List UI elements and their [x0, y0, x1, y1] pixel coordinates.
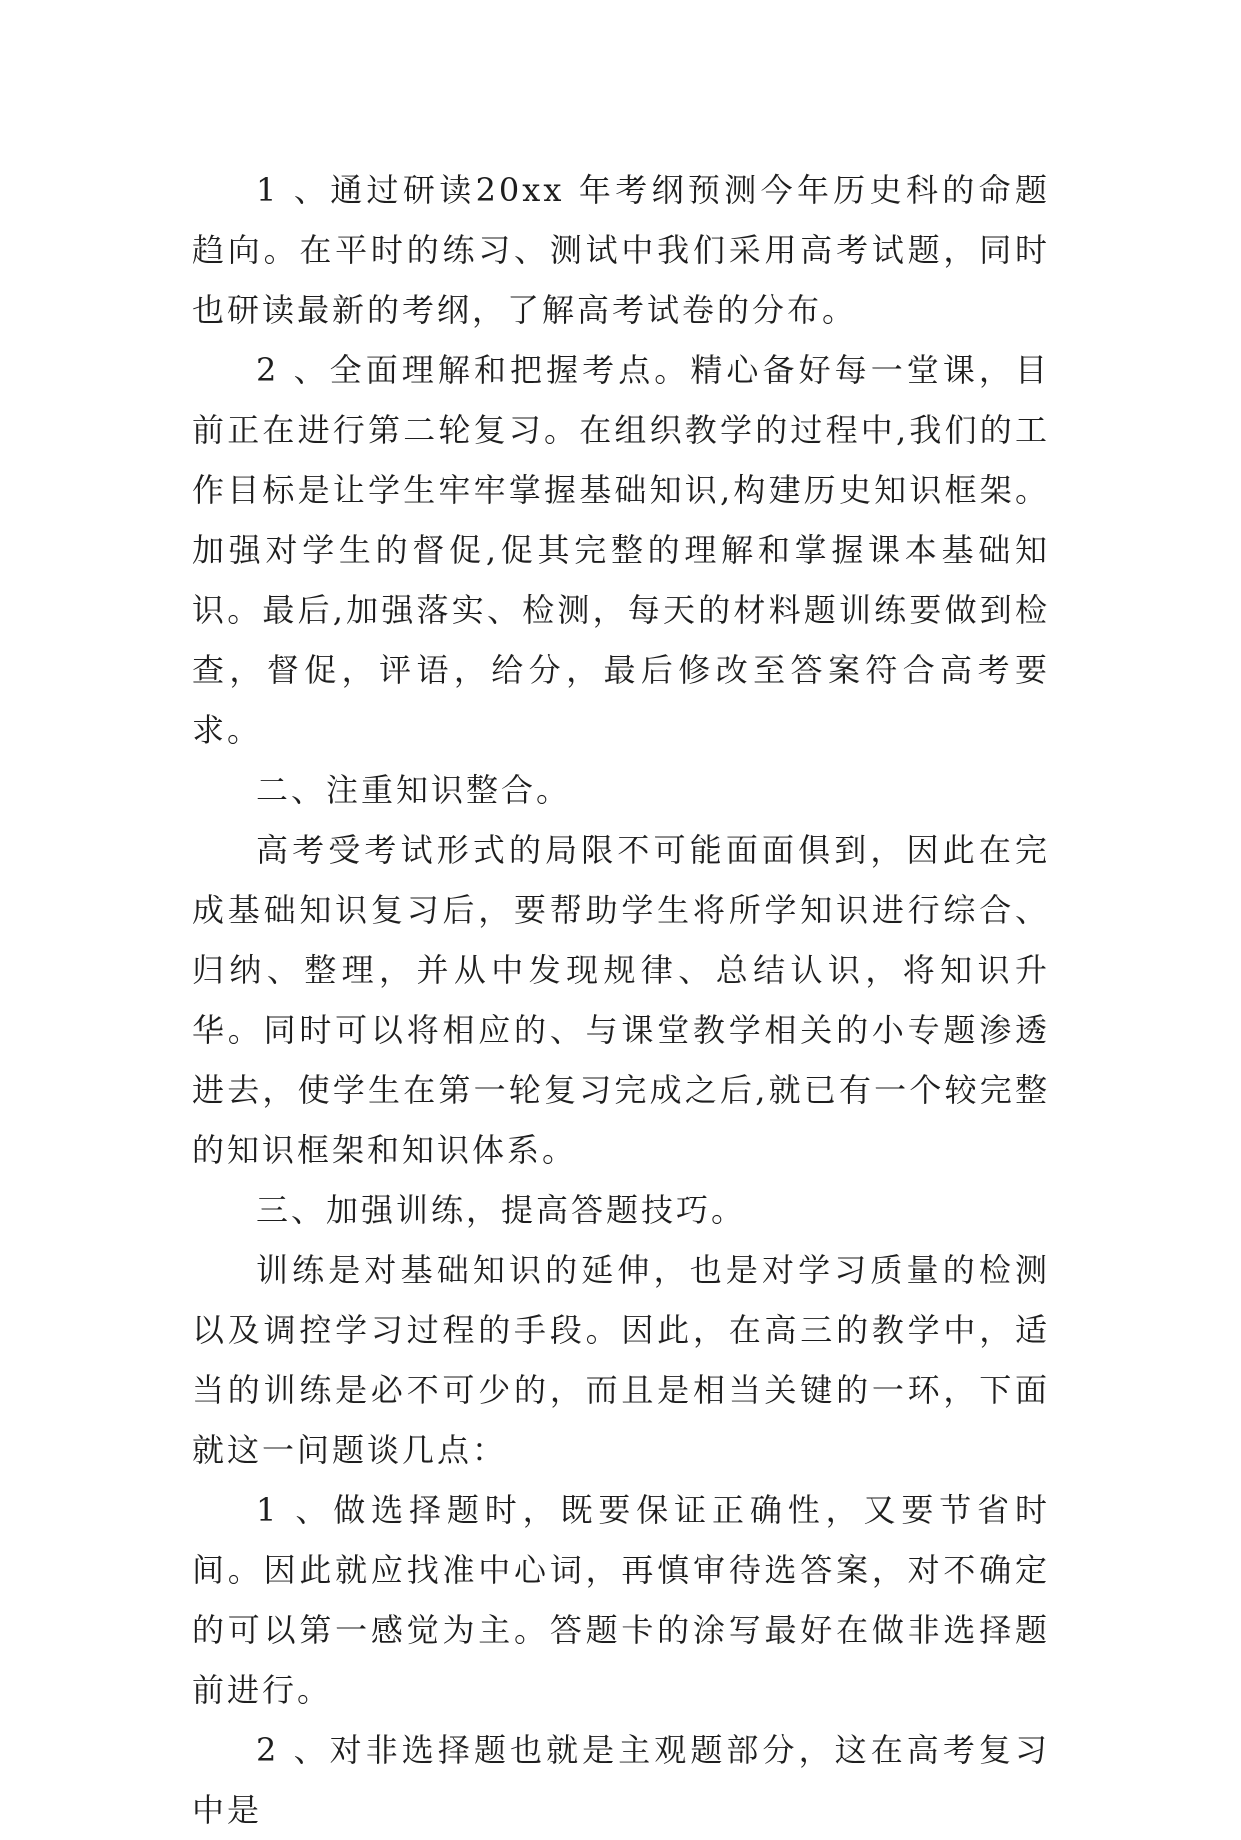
section-heading: 三、加强训练，提高答题技巧。: [256, 1191, 747, 1229]
paragraph: 2 、对非选择题也就是主观题部分，这在高考复习中是: [192, 1731, 1050, 1829]
paragraph: 1 、做选择题时，既要保证正确性，又要节省时间。因此就应找准中心词，再慎审待选答案，对不确定的可以第一感觉为主。答题卡的涂写最好在做非选择题前进行。: [192, 1491, 1050, 1709]
paragraph: 训练是对基础知识的延伸，也是对学习质量的检测以及调控学习过程的手段。因此，在高三的教学中，适当的训练是必不可少的，而且是相当关键的一环，下面就这一问题谈几点：: [192, 1251, 1050, 1469]
paragraph: 1 、通过研读20xx 年考纲预测今年历史科的命题趋向。在平时的练习、测试中我们采用高考试题，同时也研读最新的考纲，了解高考试卷的分布。: [192, 171, 1050, 329]
paragraph: 2 、全面理解和把握考点。精心备好每一堂课，目前正在进行第二轮复习。在组织教学的过程中,我们的工作目标是让学生牢牢掌握基础知识,构建历史知识框架。加强对学生的督促,促其完整的理解和掌握课本基础知识。最后,加强落实、检测，每天的材料题训练要做到检查，督促，评语，给分，最后修改至答案符合高考要求。: [192, 351, 1050, 749]
document-body: [192, 160, 1050, 1840]
section-heading: 二、注重知识整合。: [256, 771, 572, 809]
paragraph: 高考受考试形式的局限不可能面面俱到，因此在完成基础知识复习后，要帮助学生将所学知识进行综合、归纳、整理，并从中发现规律、总结认识，将知识升华。同时可以将相应的、与课堂教学相关的小专题渗透进去，使学生在第一轮复习完成之后,就已有一个较完整的知识框架和知识体系。: [192, 831, 1050, 1169]
